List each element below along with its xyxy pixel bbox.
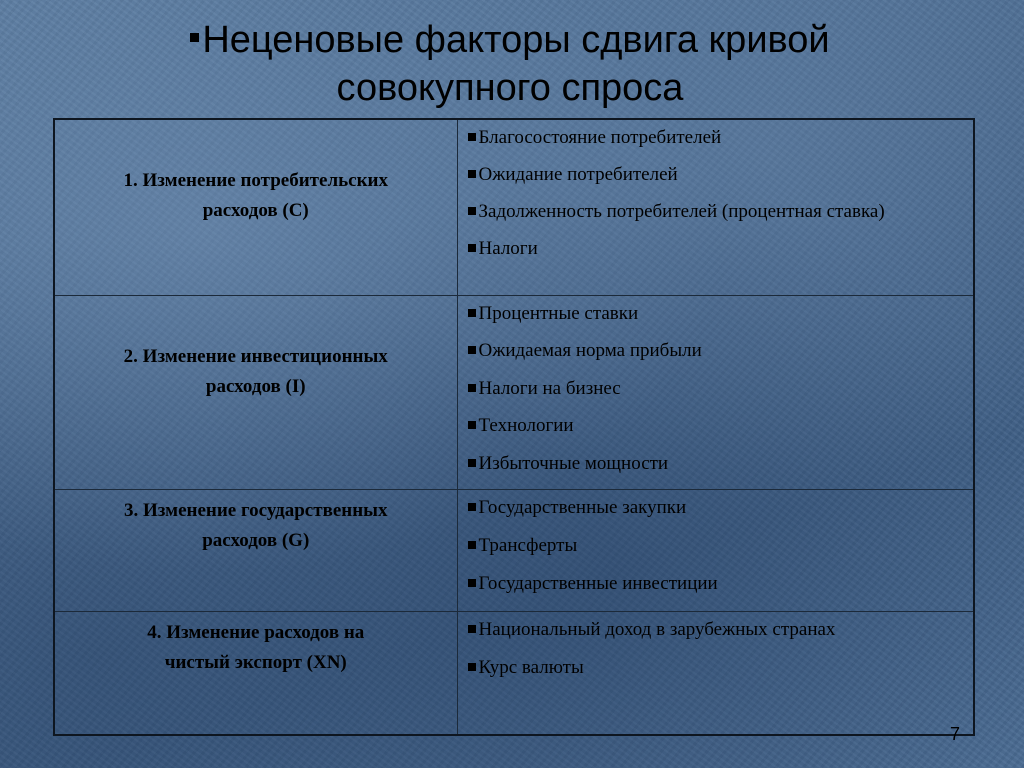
category-cell — [54, 295, 457, 490]
category-label-line-1: 1. Изменение потребительских — [123, 170, 388, 191]
list-item-text: Задолженность потребителей (процентная ставка) — [478, 201, 885, 222]
list-item — [468, 452, 968, 476]
category-label-line-2: расходов (C) — [202, 200, 309, 221]
category-cell — [54, 119, 457, 295]
list-item-text: Государственные инвестиции — [478, 573, 718, 594]
list-item-text: Налоги — [478, 238, 538, 259]
list-item-text: Ожидание потребителей — [478, 164, 678, 185]
list-item — [468, 200, 968, 224]
factors-cell — [457, 490, 974, 612]
category-label — [55, 490, 457, 556]
list-item — [468, 414, 968, 438]
factors-table — [53, 118, 975, 736]
slide-title-line-2: совокупного спроса — [336, 67, 684, 109]
list-item — [468, 339, 968, 363]
slide-title-line-1-text: Неценовые факторы сдвига кривой — [202, 19, 830, 61]
list-item — [468, 534, 968, 558]
factors-cell — [457, 119, 974, 295]
square-bullet-icon — [468, 133, 476, 141]
table-row — [54, 295, 974, 490]
category-label-line-2: чистый экспорт (XN) — [164, 652, 347, 673]
list-item-text: Технологии — [478, 415, 574, 436]
category-label-line-2: расходов (G) — [202, 530, 310, 551]
square-bullet-icon — [468, 309, 476, 317]
square-bullet-icon — [468, 541, 476, 549]
square-bullet-icon — [468, 346, 476, 354]
list-item — [468, 618, 968, 642]
category-cell — [54, 612, 457, 735]
factor-list — [458, 296, 974, 476]
factor-list — [458, 490, 974, 596]
slide-number: 7 — [949, 724, 960, 744]
list-item-text: Избыточные мощности — [478, 452, 669, 474]
list-item — [468, 302, 968, 326]
factor-list — [458, 120, 974, 261]
list-item — [468, 126, 968, 150]
square-bullet-icon — [468, 244, 476, 252]
square-bullet-icon — [468, 579, 476, 587]
factor-list — [458, 612, 974, 680]
category-label-line-1: 2. Изменение инвестиционных — [123, 345, 388, 367]
square-bullet-icon — [468, 170, 476, 178]
list-item — [468, 237, 968, 261]
list-item — [468, 572, 968, 596]
list-item-text: Процентные ставки — [478, 302, 639, 324]
factors-cell — [457, 295, 974, 490]
category-label — [55, 120, 457, 226]
square-bullet-icon — [468, 503, 476, 511]
square-bullet-icon — [468, 207, 476, 215]
list-item-text: Благосостояние потребителей — [478, 127, 722, 148]
category-label-line-2: расходов (I) — [205, 375, 306, 397]
category-label — [55, 296, 457, 402]
list-item — [468, 656, 968, 680]
square-bullet-icon — [468, 625, 476, 633]
category-label-line-1: 3. Изменение государственных — [124, 500, 388, 521]
table-row — [54, 490, 974, 612]
list-item-text: Национальный доход в зарубежных странах — [478, 619, 836, 640]
table-row — [54, 612, 974, 735]
category-label — [55, 612, 457, 678]
square-bullet-icon — [468, 384, 476, 392]
list-item-text: Налоги на бизнес — [478, 377, 621, 399]
list-item-text: Ожидаемая норма прибыли — [478, 340, 702, 361]
list-item-text: Курс валюты — [478, 657, 584, 678]
slide-title-line-1 — [100, 16, 920, 64]
square-bullet-icon — [468, 459, 476, 467]
list-item — [468, 163, 968, 187]
list-item — [468, 377, 968, 401]
list-item — [468, 496, 968, 520]
title-bullet-icon — [190, 33, 199, 42]
factors-cell — [457, 612, 974, 735]
square-bullet-icon — [468, 421, 476, 429]
slide-title — [100, 16, 920, 112]
table-row — [54, 119, 974, 295]
list-item-text: Государственные закупки — [478, 497, 687, 518]
list-item-text: Трансферты — [478, 535, 578, 556]
category-label-line-1: 4. Изменение расходов на — [147, 622, 365, 643]
square-bullet-icon — [468, 663, 476, 671]
category-cell — [54, 490, 457, 612]
